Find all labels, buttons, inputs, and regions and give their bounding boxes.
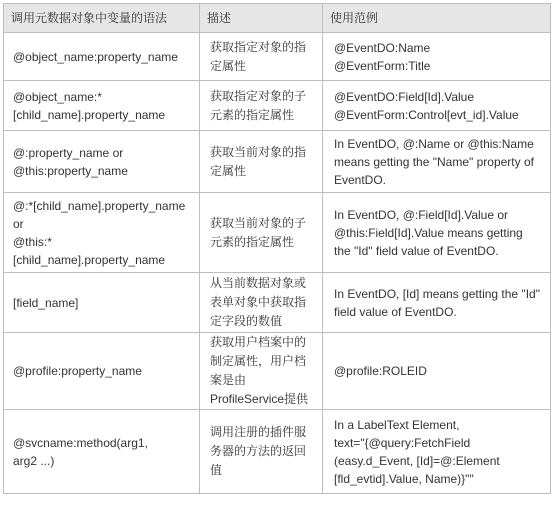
syntax-cell	[4, 33, 200, 81]
table-body	[4, 33, 551, 494]
description-cell-line: 元素的指定属性	[210, 234, 295, 249]
syntax-cell	[4, 81, 200, 131]
description-cell-line: 定属性	[210, 163, 247, 178]
example-cell-line: [fld_evtid].Value, Name)}""	[334, 471, 474, 486]
syntax-cell-line: [child_name].property_name	[13, 252, 166, 267]
example-cell-line: In a LabelText Element,	[334, 417, 460, 432]
syntax-cell	[4, 410, 200, 494]
example-cell-line: @EventForm:Title	[334, 58, 431, 73]
header-description: 描述	[200, 4, 323, 33]
description-cell-line: 从当前数据对象或	[210, 276, 307, 290]
table-row	[4, 81, 551, 131]
example-cell	[323, 81, 551, 131]
example-cell-line: EventDO.	[334, 172, 387, 187]
example-cell-line: text="{@query:FetchField	[334, 435, 471, 450]
syntax-cell	[4, 131, 200, 193]
syntax-cell	[4, 193, 200, 273]
syntax-cell-line: @this:property_name	[13, 163, 128, 178]
example-cell-line: @this:Field[Id].Value means getting	[334, 225, 523, 240]
header-syntax: 调用元数据对象中变量的语法	[4, 4, 200, 33]
table-row	[4, 333, 551, 410]
header-example: 使用范例	[323, 4, 551, 33]
table-row	[4, 410, 551, 494]
example-cell-line: @EventDO:Name	[334, 40, 431, 55]
syntax-cell-line: @profile:property_name	[13, 364, 142, 378]
example-cell-line: In EventDO, [Id] means getting the "Id"	[334, 286, 540, 301]
example-cell-line: field value of EventDO.	[334, 304, 457, 319]
syntax-cell-line: @:property_name or	[13, 145, 124, 160]
description-cell	[200, 131, 323, 193]
syntax-reference-table	[3, 3, 551, 494]
description-cell-line: 定属性	[210, 58, 247, 73]
syntax-cell-line: arg2 ...)	[13, 453, 55, 468]
example-cell	[323, 410, 551, 494]
example-cell-line: @profile:ROLEID	[334, 364, 427, 378]
description-cell	[200, 81, 323, 131]
example-cell	[323, 33, 551, 81]
description-cell-line: 调用注册的插件服	[210, 425, 307, 439]
description-cell-line: 获取指定对象的指	[210, 39, 307, 54]
description-cell-line: 定字段的数值	[210, 314, 283, 328]
description-cell	[200, 33, 323, 81]
syntax-cell-line: @:*[child_name].property_name	[13, 198, 186, 213]
syntax-cell-line: or	[13, 216, 24, 231]
syntax-cell-line: @svcname:method(arg1,	[13, 435, 148, 450]
syntax-cell	[4, 273, 200, 333]
description-cell-line: 表单对象中获取指	[210, 295, 307, 309]
example-cell	[323, 273, 551, 333]
example-cell-line: @EventDO:Field[Id].Value	[334, 89, 475, 104]
example-cell	[323, 333, 551, 410]
description-cell	[200, 333, 323, 410]
description-cell	[200, 410, 323, 494]
table-row	[4, 131, 551, 193]
description-cell-line: 获取用户档案中的	[210, 335, 307, 349]
example-cell-line: means getting the "Name" property of	[334, 154, 534, 169]
header-row	[4, 4, 551, 33]
description-cell-line: 务器的方法的返回	[210, 444, 307, 458]
description-cell-line: 制定属性，用户档	[210, 354, 307, 368]
description-cell-line: 元素的指定属性	[210, 107, 295, 122]
description-cell-line: 案是由	[210, 373, 247, 387]
description-cell	[200, 273, 323, 333]
table-row	[4, 33, 551, 81]
example-cell-line: In EventDO, @:Field[Id].Value or	[334, 207, 509, 222]
description-cell-line: 获取指定对象的子	[210, 88, 307, 103]
table-row	[4, 273, 551, 333]
syntax-cell-line: @object_name:property_name	[13, 49, 178, 64]
table-row	[4, 193, 551, 273]
description-cell-line: 获取当前对象的指	[210, 144, 307, 159]
example-cell-line: In EventDO, @:Name or @this:Name	[334, 136, 534, 151]
syntax-cell-line: @object_name:*	[13, 89, 102, 104]
example-cell	[323, 131, 551, 193]
example-cell-line: (easy.d_Event, [Id]=@:Element	[334, 453, 500, 468]
description-cell-line: 值	[210, 463, 223, 477]
example-cell-line: @EventForm:Control[evt_id].Value	[334, 107, 519, 122]
example-cell-line: the "Id" field value of EventDO.	[334, 243, 499, 258]
description-cell	[200, 193, 323, 273]
description-cell-line: ProfileService提供	[210, 392, 309, 406]
example-cell	[323, 193, 551, 273]
syntax-cell-line: [field_name]	[13, 295, 79, 310]
description-cell-line: 获取当前对象的子	[210, 215, 307, 230]
syntax-cell	[4, 333, 200, 410]
syntax-cell-line: [child_name].property_name	[13, 107, 166, 122]
syntax-cell-line: @this:*	[13, 234, 52, 249]
